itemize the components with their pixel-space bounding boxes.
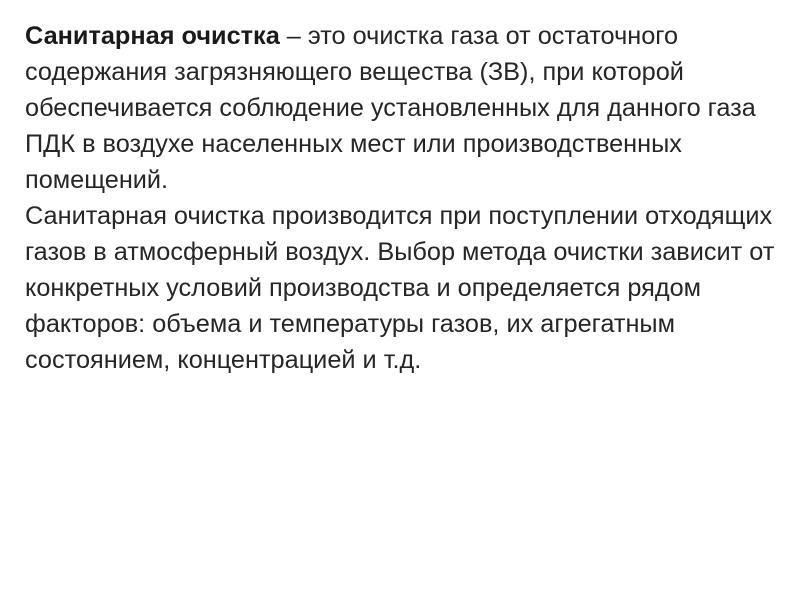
definition-paragraph [25,18,784,198]
definition-text: – это очистка газа от остаточного содержания загрязняющего вещества (ЗВ), при которой обеспечивается соблюдение установленных для данного газа ПДК в воздухе населенных мест или производственных помещений. [25,22,756,194]
definition-term: Санитарная очистка [25,22,280,50]
description-paragraph: Санитарная очистка производится при поступлении отходящих газов в атмосферный воздух. Выбор метода очистки зависит от конкретных условий производства и определяется рядом факторов: объема и температуры газов, их агрегатным состоянием, концентрацией и т.д. [25,202,775,374]
